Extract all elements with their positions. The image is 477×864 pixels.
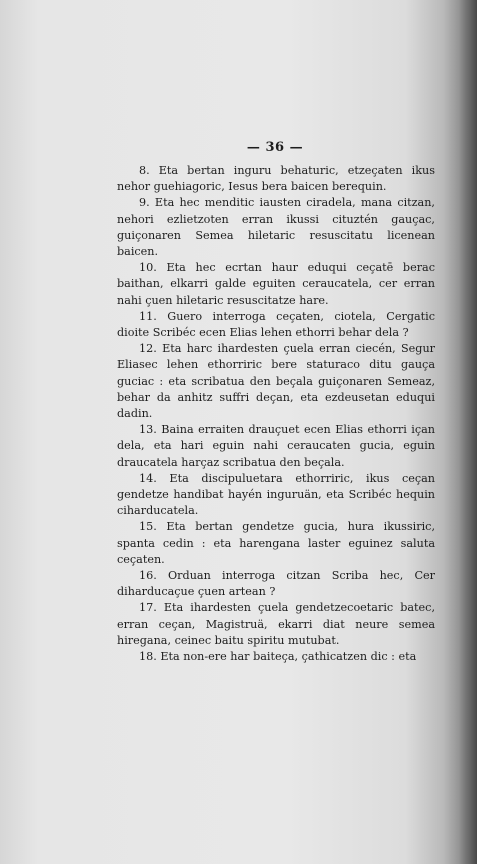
verse-9: 9. Eta hec menditic iausten ciradela, mana citzan, nehori ezlietzoten erran ikussi cituztén gauçac, guiçonaren Semea hiletaric resuscitatu licenean baicen. [117, 196, 435, 259]
verse-14: 14. Eta discipuluetara ethorriric, ikus ceçan gendetze handibat hayén inguruän, eta Scribéc hequin ciharducatela. [117, 471, 435, 518]
verse-11: 11. Guero interroga ceçaten, ciotela, Cergatic dioite Scribéc ecen Elias lehen ethorri behar dela ? [117, 309, 435, 340]
verse-13: 13. Baina erraiten drauçuet ecen Elias ethorri içan dela, eta hari eguin nahi ceraucaten gucia, eguin draucatela harçaz scribatua den beçala. [117, 423, 435, 469]
verse-12: 12. Eta harc ihardesten çuela erran ciecén, Segur Eliasec lehen ethorriric bere staturaco ditu gauça guciac : eta scribatua den beçala guiçonaren Semeaz, behar da anhitz suffri deçan, eta ezdeusetan eduqui dadin. [117, 342, 435, 421]
verse-10: 10. Eta hec ecrtan haur eduqui ceçatē berac baithan, elkarri galde eguiten ceraucatela, cer erran nahi çuen hiletaric resuscitatze hare. [117, 261, 435, 307]
page-number: — 36 — [246, 140, 304, 155]
page-edge-shadow [459, 0, 477, 864]
text-block [117, 163, 435, 665]
verse-16: 16. Orduan interroga citzan Scriba hec, Cer diharducaçue çuen artean ? [117, 569, 435, 599]
verse-15: 15. Eta bertan gendetze gucia, hura ikussiric, spanta cedin : eta harengana laster eguinez saluta ceçaten. [117, 520, 435, 566]
verse-18: 18. Eta non-ere har baiteça, çathicatzen dic : eta [139, 650, 417, 664]
verse-8: 8. Eta bertan inguru behaturic, etzeçaten ikus nehor guehiagoric, Iesus bera baicen berequin. [117, 164, 435, 194]
verse-17: 17. Eta ihardesten çuela gendetzecoetaric batec, erran ceçan, Magistruä, ekarri diat neure semea hiregana, ceinec baitu spiritu mutubat. [117, 601, 435, 647]
